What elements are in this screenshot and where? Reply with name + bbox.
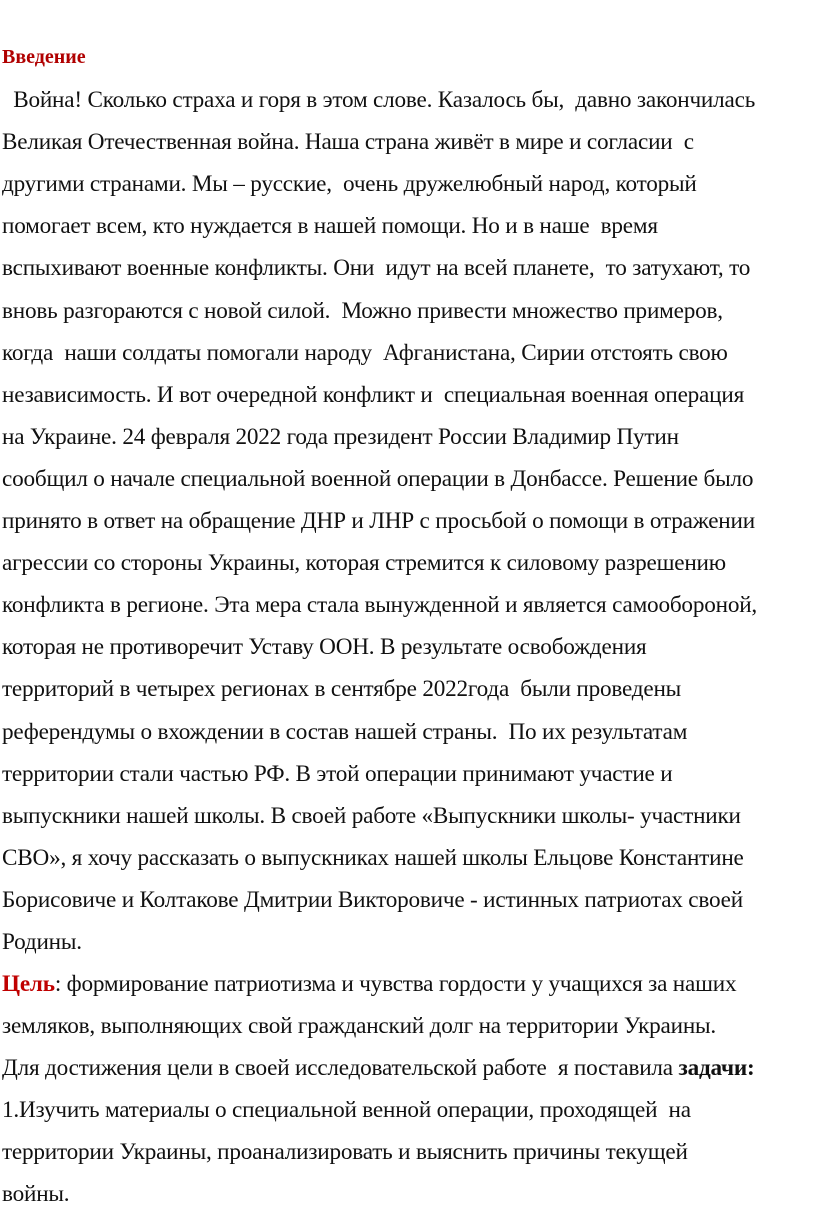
task-line: территории Украины, проанализировать и выяснить причины текущей: [2, 1139, 688, 1165]
tasks-intro-text: Для достижения цели в своей исследовательской работе я поставила: [2, 1055, 679, 1081]
intro-line: независимость. И вот очередной конфликт и специальная военная операция: [2, 381, 745, 408]
section-heading: Введение: [2, 46, 86, 68]
intro-line: выпускники нашей школы. В своей работе «Выпускники школы- участники: [2, 802, 741, 829]
intro-line: на Украине. 24 февраля 2022 года президент России Владимир Путин: [2, 423, 679, 450]
intro-line: Родины.: [2, 929, 82, 955]
intro-line: когда наши солдаты помогали народу Афганистана, Сирии отстоять свою: [2, 339, 728, 366]
intro-line: Великая Отечественная война. Наша страна живёт в мире и согласии с: [2, 129, 694, 156]
intro-line: конфликта в регионе. Эта мера стала вынужденной и является самообороной,: [2, 592, 758, 619]
tasks-label: задачи:: [678, 1055, 755, 1081]
task-line: войны.: [2, 1181, 70, 1207]
intro-line: вновь разгораются с новой силой. Можно привести множество примеров,: [2, 297, 723, 324]
intro-line: территории стали частью РФ. В этой операции принимают участие и: [2, 760, 673, 787]
goal-line: [2, 970, 736, 998]
intro-line: помогает всем, кто нуждается в нашей помощи. Но и в наше время: [2, 213, 658, 240]
tasks-intro-line: [2, 1054, 755, 1082]
intro-line: сообщил о начале специальной военной операции в Донбассе. Решение было: [2, 465, 754, 492]
intro-line: вспыхивают военные конфликты. Они идут на всей планете, то затухают, то: [2, 255, 751, 282]
goal-line-2: земляков, выполняющих свой гражданский долг на территории Украины.: [2, 1013, 717, 1039]
intro-line: которая не противоречит Уставу ООН. В результате освобождения: [2, 634, 647, 661]
intro-line: СВО», я хочу рассказать о выпускниках нашей школы Ельцове Константине: [2, 844, 744, 871]
goal-text: формирование патриотизма и чувства гордости у учащихся за наших: [61, 971, 737, 997]
intro-line: принято в ответ на обращение ДНР и ЛНР с просьбой о помощи в отражении: [2, 508, 755, 534]
task-line: 1.Изучить материалы о специальной венной операции, проходящей на: [2, 1097, 691, 1123]
intro-line: Война! Сколько страха и горя в этом слове. Казалось бы, давно закончилась: [2, 87, 756, 113]
intro-line: референдумы о вхождении в состав нашей страны. По их результатам: [2, 718, 688, 745]
intro-line: территорий в четырех регионах в сентябре 2022года были проведены: [2, 676, 682, 703]
goal-label: Цель: [2, 971, 55, 997]
intro-line: другими странами. Мы – русские, очень дружелюбный народ, который: [2, 171, 697, 198]
goal-colon: :: [54, 971, 62, 997]
intro-line: агрессии со стороны Украины, которая стремится к силовому разрешению: [2, 550, 726, 577]
intro-line: Борисовиче и Колтакове Дмитрии Викторовиче - истинных патриотах своей: [2, 886, 743, 913]
